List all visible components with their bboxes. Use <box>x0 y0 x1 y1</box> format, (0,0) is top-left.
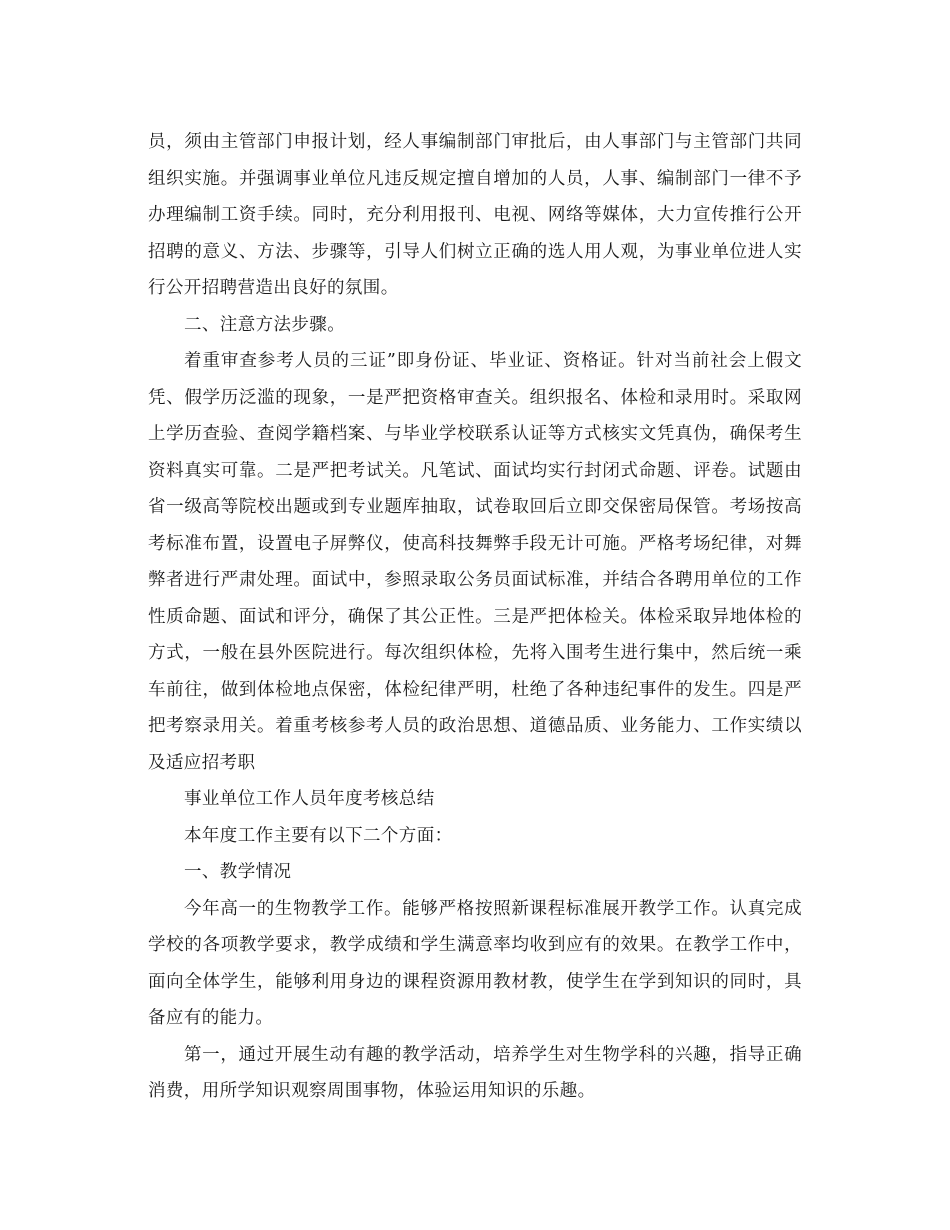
paragraph-recruitment-plan: 员，须由主管部门申报计划，经人事编制部门审批后，由人事部门与主管部门共同组织实施。并强调事业单位凡违反规定擅自增加的人员，人事、编制部门一律不予办理编制工资手续。同时，充分利用报刊、电视、网络等媒体，大力宣传推行公开招聘的意义、方法、步骤等，引导人们树立正确的选人用人观，为事业单位进人实行公开招聘营造出良好的氛围。 <box>148 132 802 298</box>
heading-method-steps: 二、注意方法步骤。 <box>184 314 346 335</box>
paragraph-first-point: 第一，通过开展生动有趣的教学活动，培养学生对生物学科的兴趣，指导正确消费，用所学知识观察周围事物，体验运用知识的乐趣。 <box>148 1044 802 1101</box>
paragraph-biology-teaching: 今年高一的生物教学工作。能够严格按照新课程标准展开教学工作。认真完成学校的各项教学要求，教学成绩和学生满意率均收到应有的效果。在教学工作中，面向全体学生，能够利用身边的课程资源用教材教，使学生在学到知识的同时，具备应有的能力。 <box>148 898 802 1028</box>
heading-teaching-situation: 一、教学情况 <box>184 862 292 882</box>
paragraph-work-aspects: 本年度工作主要有以下二个方面： <box>184 825 453 846</box>
paragraph-three-certificates: 着重审查参考人员的三证”即身份证、毕业证、资格证。针对当前社会上假文凭、假学历泛滥的现象，一是严把资格审查关。组织报名、体检和录用时。采取网上学历查验、查阅学籍档案、与毕业学校联系认证等方式核实文凭真伪，确保考生资料真实可靠。二是严把考试关。凡笔试、面试均实行封闭式命题、评卷。试题由省一级高等院校出题或到专业题库抽取，试卷取回后立即交保密局保管。考场按高考标准布置，设置电子屏弊仪，使高科技舞弊手段无计可施。严格考场纪律，对舞弊者进行严肃处理。面试中，参照录取公务员面试标准，并结合各聘用单位的工作性质命题、面试和评分，确保了其公正性。三是严把体检关。体检采取异地体检的方式，一般在县外医院进行。每次组织体检，先将入围考生进行集中，然后统一乘车前往，做到体检地点保密，体检纪律严明，杜绝了各种违纪事件的发生。四是严把考察录用关。着重考核参考人员的政治思想、道德品质、业务能力、工作实绩以及适应招考职 <box>148 351 802 773</box>
heading-annual-summary: 事业单位工作人员年度考核总结 <box>184 789 435 809</box>
document-body <box>148 124 802 1110</box>
